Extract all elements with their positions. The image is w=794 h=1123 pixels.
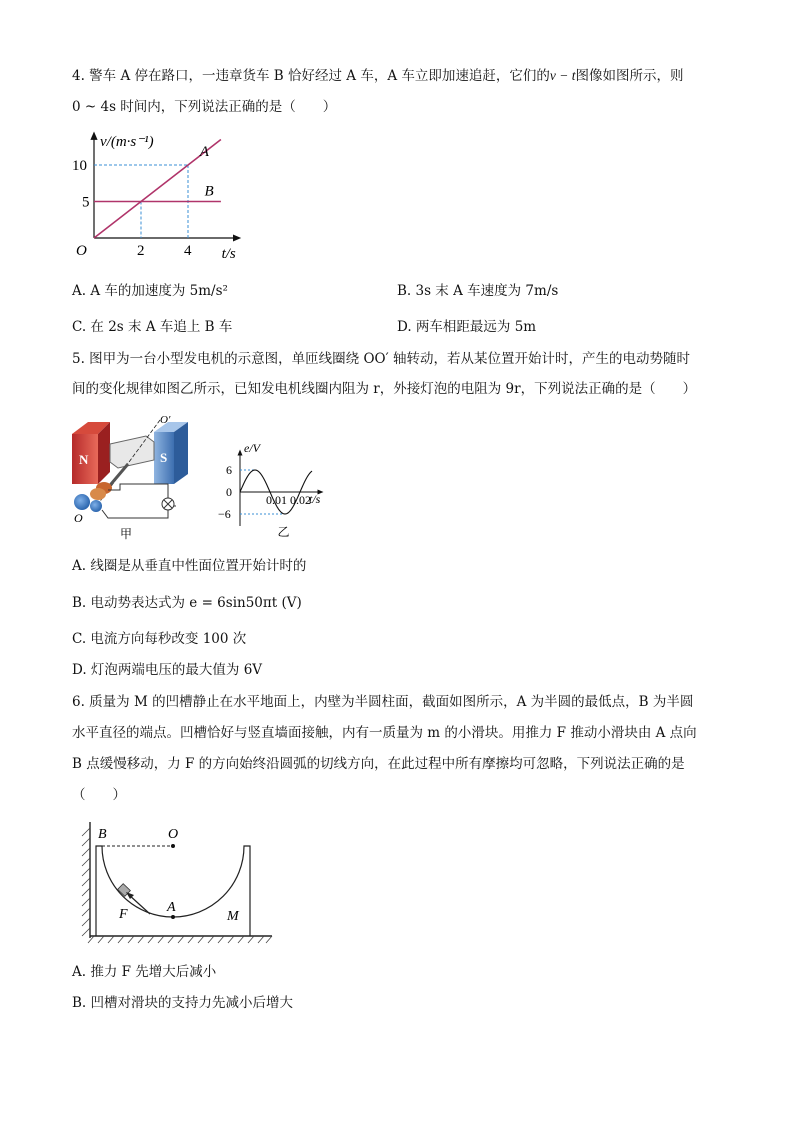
- q4-option-d[interactable]: D. 两车相距最远为 5m: [397, 319, 537, 335]
- y-tick-label-0: 5: [82, 194, 90, 211]
- q6-option-a[interactable]: A. 推力 F 先增大后减小: [72, 964, 217, 980]
- q6-groove-figure: [72, 818, 282, 948]
- brush: [74, 494, 90, 510]
- q4-vt-chart: [70, 128, 260, 268]
- q6-stem-line-2: 水平直径的端点。凹槽恰好与竖直墙面接触，内有一质量为 m 的小滑块。用推力 F 推动小滑块由 A 点向: [72, 725, 697, 741]
- x-tick-label-1: 4: [184, 243, 192, 259]
- x-tick-001: 0.01: [266, 493, 287, 507]
- q5-stem-line-1: 5. 图甲为一台小型发电机的示意图，单匝线圈绕 OO′ 轴转动，若从某位置开始计时，产生的电动势随时: [72, 351, 690, 367]
- axis-o: O: [74, 511, 83, 525]
- s-label: S: [160, 450, 168, 465]
- q5-generator-figure: [68, 414, 208, 542]
- origin-label: O: [76, 243, 87, 259]
- y-axis-label: e/V: [244, 441, 260, 455]
- label-b: B: [98, 827, 107, 842]
- x-axis-label: t/s: [309, 492, 321, 506]
- q6-stem-line-3: B 点缓慢移动，力 F 的方向始终沿圆弧的切线方向，在此过程中所有摩擦均可忽略，下列说法正确的是: [72, 756, 685, 772]
- q5-option-d[interactable]: D. 灯泡两端电压的最大值为 6V: [72, 662, 263, 678]
- y-axis-label: v/(m·s⁻¹): [100, 134, 154, 150]
- q5-option-c[interactable]: C. 电流方向每秒改变 100 次: [72, 631, 247, 647]
- y-tick-6: 6: [226, 463, 232, 477]
- q5-option-b[interactable]: B. 电动势表达式为 e = 6sin50πt (V): [72, 595, 302, 611]
- n-label: N: [79, 452, 89, 467]
- label-o: O: [168, 827, 179, 842]
- x-axis-label: t/s: [221, 246, 236, 262]
- q4-option-a[interactable]: A. A 车的加速度为 5m/s²: [72, 283, 228, 299]
- q4-option-b[interactable]: B. 3s 末 A 车速度为 7m/s: [397, 283, 559, 299]
- q4-option-c[interactable]: C. 在 2s 末 A 车追上 B 车: [72, 319, 233, 335]
- label-a: A: [167, 900, 176, 915]
- x-tick-label-0: 2: [137, 243, 145, 259]
- lowest-point: [171, 915, 175, 919]
- y-tick-0: 0: [226, 485, 232, 499]
- fig-yi-caption: 乙: [277, 525, 290, 539]
- q4-vt-symbol: v − t: [549, 68, 576, 83]
- label-f: F: [119, 907, 128, 922]
- coil: [110, 436, 154, 468]
- series-b-label: B: [204, 183, 214, 200]
- fig-jia-caption: 甲: [120, 527, 133, 541]
- center-point: [171, 844, 175, 848]
- y-tick-neg6: −6: [218, 507, 231, 521]
- q6-stem-line-1: 6. 质量为 M 的凹槽静止在水平地面上，内壁为半圆柱面，截面如图所示，A 为半圆的最低点，B 为半圆: [72, 694, 694, 710]
- q4-stem-line-2: 0 ~ 4s 时间内，下列说法正确的是（ ）: [72, 99, 337, 115]
- q4-stem-line-1: [72, 66, 684, 86]
- q4-stem-text: 4. 警车 A 停在路口，一违章货车 B 恰好经过 A 车，A 车立即加速追赶，它们的: [72, 68, 550, 84]
- label-m: M: [227, 909, 239, 924]
- q4-stem-text-b: 图像如图所示，则: [575, 68, 684, 84]
- axis-o-prime: O′: [160, 414, 171, 426]
- y-tick-label-1: 10: [72, 158, 87, 174]
- x-tick-002: 0.02: [290, 493, 311, 507]
- q5-et-chart: [218, 440, 368, 540]
- q5-stem-line-2: 间的变化规律如图乙所示，已知发电机线圈内阻为 r，外接灯泡的电阻为 9r，下列说法正确的是（ ）: [72, 381, 697, 397]
- q5-option-a[interactable]: A. 线圈是从垂直中性面位置开始计时的: [72, 558, 307, 574]
- q6-option-b[interactable]: B. 凹槽对滑块的支持力先减小后增大: [72, 995, 294, 1011]
- q6-stem-line-4: （ ）: [72, 787, 126, 803]
- series-a-label: A: [199, 144, 209, 161]
